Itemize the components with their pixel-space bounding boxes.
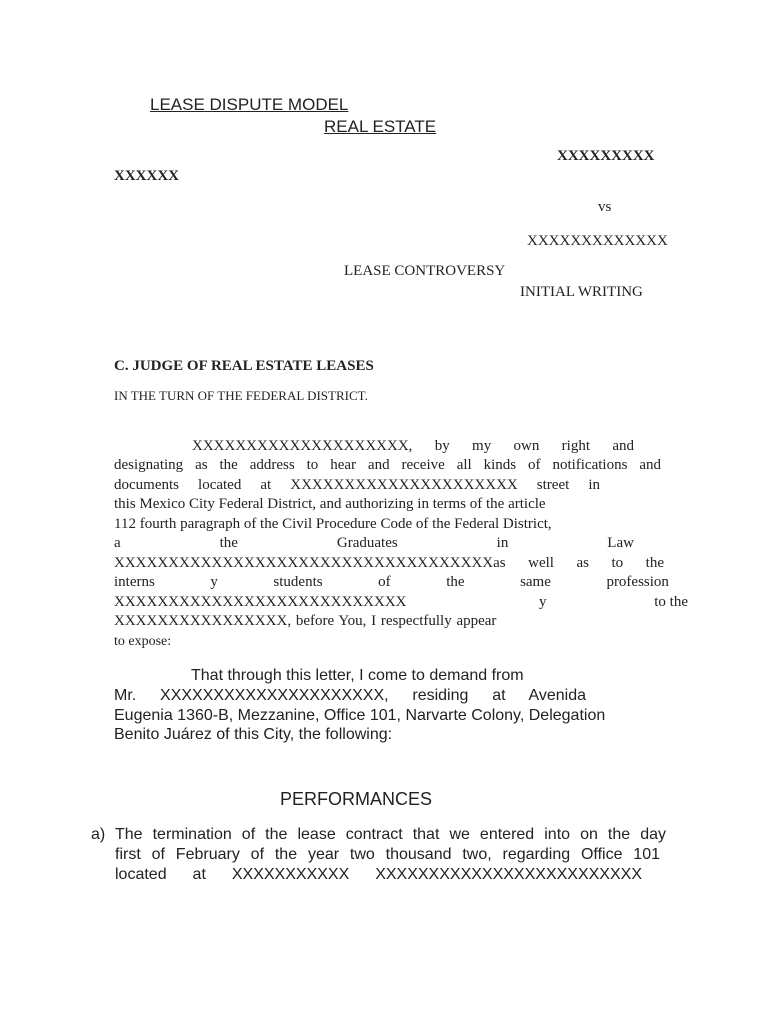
document-title: LEASE DISPUTE MODEL: [150, 95, 349, 114]
para2-line1: That through this letter, I come to demand from: [191, 667, 524, 684]
judge-heading: C. JUDGE OF REAL ESTATE LEASES: [114, 358, 374, 374]
para1-line10: XXXXXXXXXXXXXXXX, before You, I respectfully appear: [114, 613, 497, 629]
para2-line4: Benito Juárez of this City, the following:: [114, 726, 393, 743]
para2-line2: Mr. XXXXXXXXXXXXXXXXXXXXX, residing at Avenida: [114, 687, 586, 704]
left-name: XXXXXX: [114, 168, 179, 184]
item-a-marker: a): [91, 826, 106, 843]
item-a-line2: first of February of the year two thousand two, regarding Office 101: [115, 846, 660, 863]
plaintiff-name: XXXXXXXXX: [557, 148, 655, 164]
para1-line9: XXXXXXXXXXXXXXXXXXXXXXXXXXX y to the: [114, 594, 688, 610]
performances-heading: PERFORMANCES: [280, 789, 433, 809]
para1-line3: documents located at XXXXXXXXXXXXXXXXXXXXX street in: [114, 477, 600, 493]
versus-label: vs: [598, 199, 612, 215]
para1-line4: this Mexico City Federal District, and authorizing in terms of the article: [114, 496, 546, 512]
document-type: INITIAL WRITING: [520, 284, 643, 300]
para1-name: XXXXXXXXXXXXXXXXXXXX,: [192, 438, 413, 454]
para1-line1: XXXXXXXXXXXXXXXXXXXX, by my own right and: [192, 438, 634, 454]
para1-line8: interns y students of the same profession: [114, 574, 669, 590]
item-a-line1: The termination of the lease contract that we entered into on the day: [115, 826, 666, 843]
para1-line5: 112 fourth paragraph of the Civil Procedure Code of the Federal District,: [114, 516, 552, 532]
defendant-name: XXXXXXXXXXXXX: [527, 233, 668, 249]
document-subtitle: REAL ESTATE: [324, 117, 437, 136]
federal-district-line: IN THE TURN OF THE FEDERAL DISTRICT.: [114, 388, 368, 403]
para1-line6: a the Graduates in Law: [114, 535, 634, 551]
para1-line7: XXXXXXXXXXXXXXXXXXXXXXXXXXXXXXXXXXXas well as to the: [114, 555, 664, 571]
para1-line2: designating as the address to hear and receive all kinds of notifications and: [114, 457, 661, 473]
para2-line3: Eugenia 1360-B, Mezzanine, Office 101, Narvarte Colony, Delegation: [114, 707, 606, 724]
para1-line11: to expose:: [114, 634, 172, 649]
case-type: LEASE CONTROVERSY: [344, 263, 506, 279]
item-a-line3: located at XXXXXXXXXXX XXXXXXXXXXXXXXXXXXXXXXXXX: [115, 866, 642, 883]
